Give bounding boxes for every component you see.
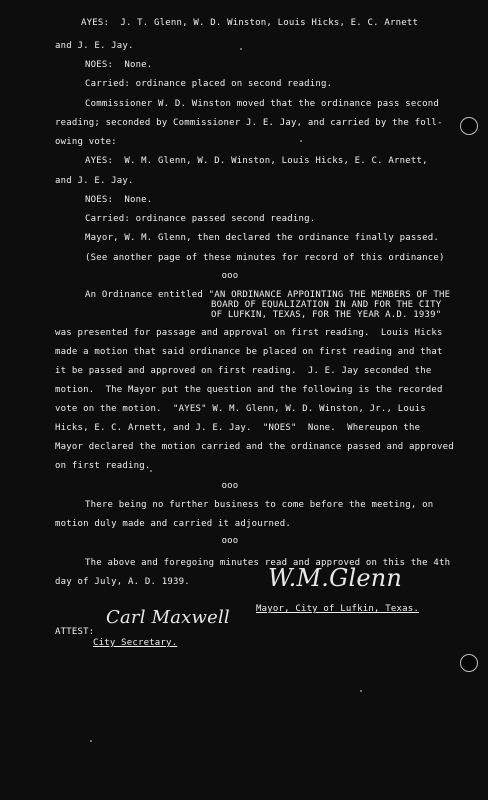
section-divider: ooo (221, 271, 239, 281)
attest-label: ATTEST: (55, 627, 95, 637)
scan-speck (90, 740, 92, 742)
text-line: Carried: ordinance placed on second reading. (85, 79, 333, 89)
text-line: There being no further business to come before the meeting, on (85, 500, 434, 510)
text-line: vote on the motion. "AYES" W. M. Glenn, W. D. Winston, Jr., Louis (55, 404, 426, 414)
text-line: AYES: W. M. Glenn, W. D. Winston, Louis Hicks, E. C. Arnett, (85, 156, 428, 166)
text-line: BOARD OF EQUALIZATION IN AND FOR THE CITY (211, 300, 442, 310)
scan-speck (360, 690, 362, 692)
secretary-title: City Secretary. (93, 638, 178, 648)
secretary-signature: Carl Maxwell (106, 607, 230, 628)
text-line: day of July, A. D. 1939. (55, 577, 190, 587)
mayor-signature: W.M.Glenn (268, 564, 403, 592)
text-line: (See another page of these minutes for record of this ordinance) (85, 253, 445, 263)
binder-hole (460, 654, 478, 672)
section-divider: ooo (221, 481, 239, 491)
text-line: and J. E. Jay. (55, 41, 134, 51)
text-line: it be passed and approved on first reading. J. E. Jay seconded the (55, 366, 432, 376)
text-line: NOES: None. (85, 60, 153, 70)
text-line: was presented for passage and approval on first reading. Louis Hicks (55, 328, 443, 338)
scan-speck (240, 48, 242, 50)
section-divider: ooo (221, 536, 239, 546)
text-line: motion. The Mayor put the question and the following is the recorded (55, 385, 443, 395)
text-line: NOES: None. (85, 195, 153, 205)
text-line: Mayor, W. M. Glenn, then declared the ordinance finally passed. (85, 233, 439, 243)
text-line: Commissioner W. D. Winston moved that the ordinance pass second (85, 99, 439, 109)
text-line: motion duly made and carried it adjourned. (55, 519, 291, 529)
text-line: AYES: J. T. Glenn, W. D. Winston, Louis Hicks, E. C. Arnett (81, 18, 419, 28)
text-line: An Ordinance entitled "AN ORDINANCE APPOINTING THE MEMBERS OF THE (85, 290, 451, 300)
text-line: owing vote: (55, 137, 117, 147)
binder-hole (460, 117, 478, 135)
scan-speck (300, 140, 302, 142)
text-line: Mayor declared the motion carried and the ordinance passed and approved (55, 442, 454, 452)
text-line: reading; seconded by Commissioner J. E. Jay, and carried by the foll- (55, 118, 443, 128)
text-line: OF LUFKIN, TEXAS, FOR THE YEAR A.D. 1939" (211, 310, 442, 320)
text-line: on first reading. (55, 461, 151, 471)
mayor-title: Mayor, City of Lufkin, Texas. (256, 604, 419, 614)
text-line: Hicks, E. C. Arnett, and J. E. Jay. "NOES" None. Whereupon the (55, 423, 421, 433)
text-line: The above and foregoing minutes read and approved on this the 4th (85, 558, 451, 568)
text-line: Carried: ordinance passed second reading. (85, 214, 316, 224)
text-line: and J. E. Jay. (55, 176, 134, 186)
text-line: made a motion that said ordinance be placed on first reading and that (55, 347, 443, 357)
